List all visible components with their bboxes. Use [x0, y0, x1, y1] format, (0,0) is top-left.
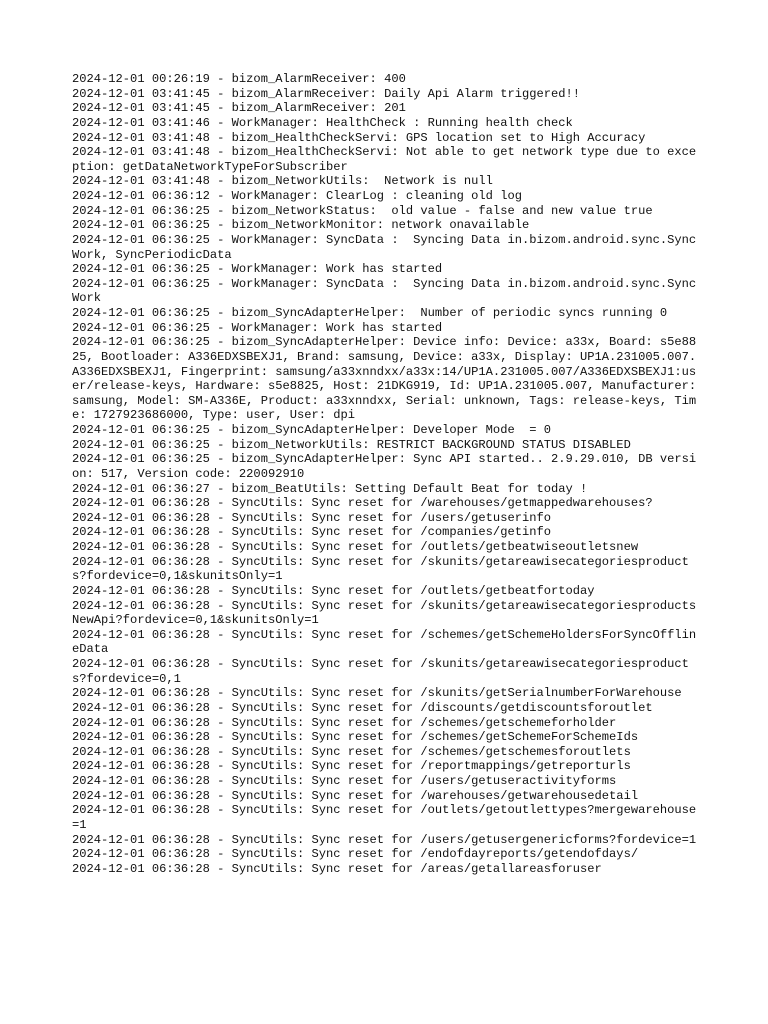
- log-line: 2024-12-01 06:36:25 - bizom_SyncAdapterHelper: Developer Mode = 0: [72, 423, 551, 437]
- log-line: 2024-12-01 06:36:28 - SyncUtils: Sync reset for /endofdayreports/getendofdays/: [72, 847, 639, 862]
- log-line: 2024-12-01 03:41:48 - bizom_HealthCheckServi: GPS location set to High Accuracy: [72, 130, 646, 145]
- log-line: 2024-12-01 06:36:25 - bizom_NetworkMonitor: network onavailable: [72, 218, 530, 233]
- log-line: 2024-12-01 03:41:45 - bizom_AlarmReceiver: Daily Api Alarm triggered!!: [72, 86, 581, 101]
- log-line: 2024-12-01 06:36:28 - SyncUtils: Sync reset for /reportmappings/getreporturls: [72, 759, 631, 774]
- log-line: 2024-12-01 06:36:28 - SyncUtils: Sync reset for /users/getuserinfo: [72, 510, 551, 525]
- log-line: 2024-12-01 06:36:28 - SyncUtils: Sync reset for /schemes/getschemesforoutlets: [72, 744, 631, 759]
- log-line: 2024-12-01 06:36:25 - WorkManager: SyncData : Syncing Data in.bizom.android.sync.SyncWork: [72, 276, 697, 306]
- log-line: 2024-12-01 06:36:28 - SyncUtils: Sync reset for /users/getuseractivityforms: [72, 774, 617, 788]
- log-line: 2024-12-01 06:36:28 - SyncUtils: Sync reset for /companies/getinfo: [72, 525, 551, 540]
- log-line: 2024-12-01 06:36:28 - SyncUtils: Sync reset for /outlets/getbeatfortoday: [72, 583, 595, 598]
- log-line: 2024-12-01 03:41:46 - WorkManager: HealthCheck : Running health check: [72, 115, 573, 130]
- log-line: 2024-12-01 06:36:25 - WorkManager: Work has started: [72, 262, 443, 277]
- log-line: 2024-12-01 06:36:28 - SyncUtils: Sync reset for /warehouses/getmappedwarehouses?: [72, 496, 653, 511]
- log-document: [72, 72, 702, 876]
- log-line: 2024-12-01 06:36:25 - bizom_SyncAdapterHelper: Sync API started.. 2.9.29.010, DB version: 517, Version code: 220092910: [72, 452, 697, 481]
- log-line: 2024-12-01 03:41:45 - bizom_AlarmReceiver: 201: [72, 101, 406, 116]
- log-line: 2024-12-01 06:36:28 - SyncUtils: Sync reset for /discounts/getdiscountsforoutlet: [72, 700, 653, 715]
- log-line: 2024-12-01 06:36:28 - SyncUtils: Sync reset for /schemes/getSchemeForSchemeIds: [72, 730, 639, 745]
- log-line: 2024-12-01 06:36:28 - SyncUtils: Sync reset for /warehouses/getwarehousedetail: [72, 788, 639, 803]
- log-line: 2024-12-01 06:36:25 - WorkManager: Work has started: [72, 320, 443, 335]
- log-line: 2024-12-01 06:36:28 - SyncUtils: Sync reset for /schemes/getSchemeHoldersForSyncOfflineData: [72, 627, 697, 657]
- log-line: 2024-12-01 06:36:25 - bizom_SyncAdapterHelper: Device info: Device: a33x, Board: s5e8825, Bootloader: A336EDXSBEXJ1, Brand: samsung, Device: a33x, Display: UP1A.231005.007.A336EDXSBEXJ1, Fingerprint: samsung/a33xnndxx/a33x:14/UP1A.231005.007/A336EDXSBEXJ1:user/release-keys, Hardware: s5e8825, Host: 21DKG919, Id: UP1A.231005.007, Manufacturer: samsung, Model: SM-A336E, Product: a33xnndxx, Serial: unknown, Tags: release-keys, Time: 1727923686000, Type: user, User: dpi: [72, 335, 704, 423]
- log-line: 2024-12-01 00:26:19 - bizom_AlarmReceiver: 400: [72, 72, 406, 86]
- log-line: 2024-12-01 03:41:48 - bizom_NetworkUtils: Network is null: [72, 174, 493, 189]
- log-line: 2024-12-01 06:36:28 - SyncUtils: Sync reset for /schemes/getschemeforholder: [72, 715, 617, 730]
- log-line: 2024-12-01 06:36:25 - bizom_NetworkStatus: old value - false and new value true: [72, 203, 653, 218]
- log-line: 2024-12-01 06:36:25 - bizom_NetworkUtils: RESTRICT BACKGROUND STATUS DISABLED: [72, 437, 631, 452]
- log-line: 2024-12-01 06:36:28 - SyncUtils: Sync reset for /skunits/getareawisecategoriesproducts?fordevice=0,1: [72, 657, 689, 686]
- log-line: 2024-12-01 06:36:28 - SyncUtils: Sync reset for /skunits/getSerialnumberForWarehouse: [72, 686, 682, 701]
- log-line: 2024-12-01 06:36:25 - WorkManager: SyncData : Syncing Data in.bizom.android.sync.SyncWork, SyncPeriodicData: [72, 232, 697, 262]
- log-line: 2024-12-01 06:36:28 - SyncUtils: Sync reset for /skunits/getareawisecategoriesproductsNewApi?fordevice=0,1&skunitsOnly=1: [72, 598, 697, 628]
- log-line: 2024-12-01 06:36:28 - SyncUtils: Sync reset for /outlets/getbeatwiseoutletsnew: [72, 540, 639, 554]
- log-line: 2024-12-01 03:41:48 - bizom_HealthCheckServi: Not able to get network type due to exception: getDataNetworkTypeForSubscriber: [72, 145, 697, 174]
- log-line: 2024-12-01 06:36:28 - SyncUtils: Sync reset for /areas/getallareasforuser: [72, 861, 602, 876]
- log-line: 2024-12-01 06:36:28 - SyncUtils: Sync reset for /users/getusergenericforms?fordevice=1: [72, 832, 697, 847]
- log-line: 2024-12-01 06:36:27 - bizom_BeatUtils: Setting Default Beat for today !: [72, 481, 588, 496]
- log-line: 2024-12-01 06:36:28 - SyncUtils: Sync reset for /outlets/getoutlettypes?mergewarehouse=1: [72, 803, 697, 832]
- log-line: 2024-12-01 06:36:25 - bizom_SyncAdapterHelper: Number of periodic syncs running 0: [72, 306, 668, 320]
- log-line: 2024-12-01 06:36:28 - SyncUtils: Sync reset for /skunits/getareawisecategoriesproducts?fordevice=0,1&skunitsOnly=1: [72, 554, 689, 584]
- log-line: 2024-12-01 06:36:12 - WorkManager: ClearLog : cleaning old log: [72, 189, 522, 203]
